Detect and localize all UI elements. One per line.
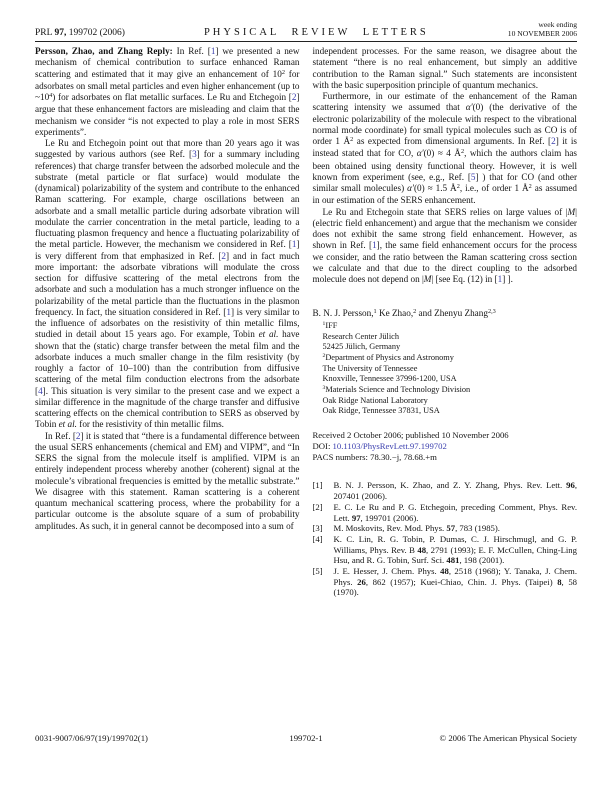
week-ending-label: week ending [538,20,577,29]
reference-number: [4] [312,533,323,544]
column-right [313,46,578,598]
affiliation-line: The University of Tennessee [322,363,418,373]
affiliation-line: 52425 Jülich, Germany [322,342,401,352]
paragraph: Le Ru and Etchegoin point out that more than 20 years ago it was suggested by various authors (see Ref. [3] for a summary including references) that charge transfer between the adsorbed molecule and the substrate (metal particle or flat surface) would modulate the (dynamical) polarizability of the system and contribute to the enhanced Raman scattering. For example, charge oscillations between an adsorbate and a small metallic particle during adsorbate vibration will modulate the carrier concentration in the metal particle, leading to a fluctuating plasmon frequency and hence a fluctuating polarizability of the metal particle. However, the mechanism we considered in Ref. [1] is very different from that emphasized in Ref. [2] and in fact much more important: the adsorbate vibrations will modulate the cross section for diffusive scattering of the metal electrons from the adsorbate and such a modulation has a much stronger influence on the polarizability of the metal particle than the fluctuations in the plasmon frequency. In fact, the situation considered in Ref. [1] is very similar to the influence of adsorbates on the resistivity of thin metallic films, studied in detail about 15 years ago. For example, Tobin et al. have shown that the (static) charge transfer between the metal film and the adsorbate induces a much smaller change in the film resistivity (by roughly a factor of 10–100) than the contribution from diffusive scattering of the metal film conduction electrons from the adsorbate [4]. This situation is very similar to the present case and we expect a similar difference in the magnitude of the charge transfer and diffusive scattering effects on the chemical contribution to SERS as observed by Tobin et al. for the resistivity of thin metallic films. [35,138,300,430]
issn-code: 0031-9007/06/97(19)/199702(1) [35,733,148,743]
reference-item [313,502,578,523]
journal-title: PHYSICAL REVIEW LETTERS [203,27,429,38]
doi-line [313,441,578,452]
reference-item [313,523,578,534]
affiliations [313,321,578,417]
pacs-line: PACS numbers: 78.30.−j, 78.68.+m [312,452,437,463]
reference-number: [5] [312,566,323,577]
reference-text: B. N. J. Persson, K. Zhao, and Z. Y. Zhang, Phys. Rev. Lett. 96, 207401 (2006). [333,480,577,502]
affiliation-line: Oak Ridge, Tennessee 37831, USA [322,406,440,416]
doi-label: DOI: [312,441,333,452]
page-number: 199702-1 [289,733,323,743]
paragraph: Persson, Zhao, and Zhang Reply: In Ref. [1] we presented a new mechanism of chemical contribution to surface enhanced Raman scattering and estimated that it may give an enhancement of $10^2$ for adsorbates on small metal particles and even higher enhancement (up to $\sim 10^4$) for adsorbates on flat metallic surfaces. Le Ru and Etchegoin [2] argue that these enhancement factors are misleading and claim that the mechanism we consider “is not expected to play a role in most SERS experiments”. [35,46,300,137]
affiliation-line: $^1$IFF [322,320,338,330]
paragraph: In Ref. [2] it is stated that “there is a fundamental difference between the usual SERS enhancements (chemical and EM) and VIPM”, and “In SERS the signal from the molecule itself is amplified. VIPM is an entirely independent process whereby another (coherent) signal at the molecule’s vibrational frequencies is emitted by the metallic substrate.” We disagree with this statement. Raman scattering is a coherent quantum mechanical scattering process, where the probability for a particular outcome is the absolute square of a sum of probability amplitudes. As such, it in general cannot be decomposed into a sum of [35,430,300,531]
reference-number: [1] [312,480,323,491]
reference-text: J. E. Hesser, J. Chem. Phys. 48, 2518 (1968); Y. Tanaka, J. Chem. Phys. 26, 862 (1957); Kuei-Chiao, Chin. J. Phys. (Taipei) 8, 58 (1970). [333,566,578,598]
paragraph: Le Ru and Etchegoin state that SERS relies on large values of |M| (electric field enhancement) and argue that the mechanism we consider does not exhibit the same strong field enhancement. However, as shown in Ref. [1], the same field enhancement occurs for the process we consider, and the ratio between the Raman scattering cross section we calculate and that due to the direct coupling to the adsorbed molecule does not depend on |M| [see Eq. (12) in [1] ]. [312,206,577,284]
issue-date [508,20,577,38]
reference-text: K. C. Lin, R. G. Tobin, P. Dumas, C. J. Hirschmugl, and G. P. Williams, Phys. Rev. B 48, 2791 (1993); E. F. McCullen, Ching-Ling Hsu, and R. G. Tobin, Surf. Sci. 481, 198 (2001). [333,533,577,566]
affiliation-line: Knoxville, Tennessee 37996-1200, USA [322,374,457,384]
page-footer [35,733,577,743]
issue-date-value: 10 NOVEMBER 2006 [507,29,577,38]
reference-text: M. Moskovits, Rev. Mod. Phys. 57, 783 (1985). [333,523,500,534]
copyright-notice: © 2006 The American Physical Society [439,733,577,743]
article-body [35,46,577,598]
paragraph: Furthermore, in our estimate of the enhancement of the Raman scattering intensity we assumed that α′(0) (the derivative of the electronic polarizability of the molecule with respect to the vibrational normal mode coordinate) for small typical molecules such as CO is of order 1 $Å^2$ as expected from dimensional arguments. In Ref. [2] it is instead stated that for CO, α′(0) ≈ 4 $Å^2$, which the authors claim has been obtained using density functional theory. However, it is well known from experiment (see, e.g., Ref. [5] ) that for CO (and other similar small molecules) α′(0) ≈ 1.5 $Å^2$, i.e., of order 1 $Å^2$ as assumed in our estimation of the SERS enhancement. [312,91,578,206]
reference-item [313,480,578,501]
journal-citation: PRL 97, 199702 (2006) [35,28,125,38]
affiliation-line: $^3$Materials Science and Technology Division [322,384,471,394]
reference-list [313,480,578,598]
reference-item [313,534,578,566]
reference-item [313,566,578,598]
page-header [35,20,577,42]
reference-text: E. C. Le Ru and P. G. Etchegoin, preceding Comment, Phys. Rev. Lett. 97, 199701 (2006). [333,501,577,523]
received-line: Received 2 October 2006; published 10 November 2006 [312,430,509,441]
affiliation-line: Oak Ridge National Laboratory [322,395,428,405]
author-line: B. N. J. Persson,$^1$ Ke Zhao,$^2$ and Zhenyu Zhang$^{2,3}$ [312,308,496,319]
reference-number: [3] [312,523,323,534]
affiliation-line: $^2$Department of Physics and Astronomy [322,352,454,362]
publication-info [313,430,578,463]
doi-link[interactable]: 10.1103/PhysRevLett.97.199702 [332,441,447,452]
column-left [35,46,300,598]
paragraph: independent processes. For the same reason, we disagree about the statement “there is no real enhancement, but simply an additive contribution to the Raman signal.” Such statements are inconsistent with the basic superposition principle of quantum mechanics. [312,46,577,90]
reference-number: [2] [312,501,323,512]
affiliation-line: Research Center Jülich [322,332,399,342]
